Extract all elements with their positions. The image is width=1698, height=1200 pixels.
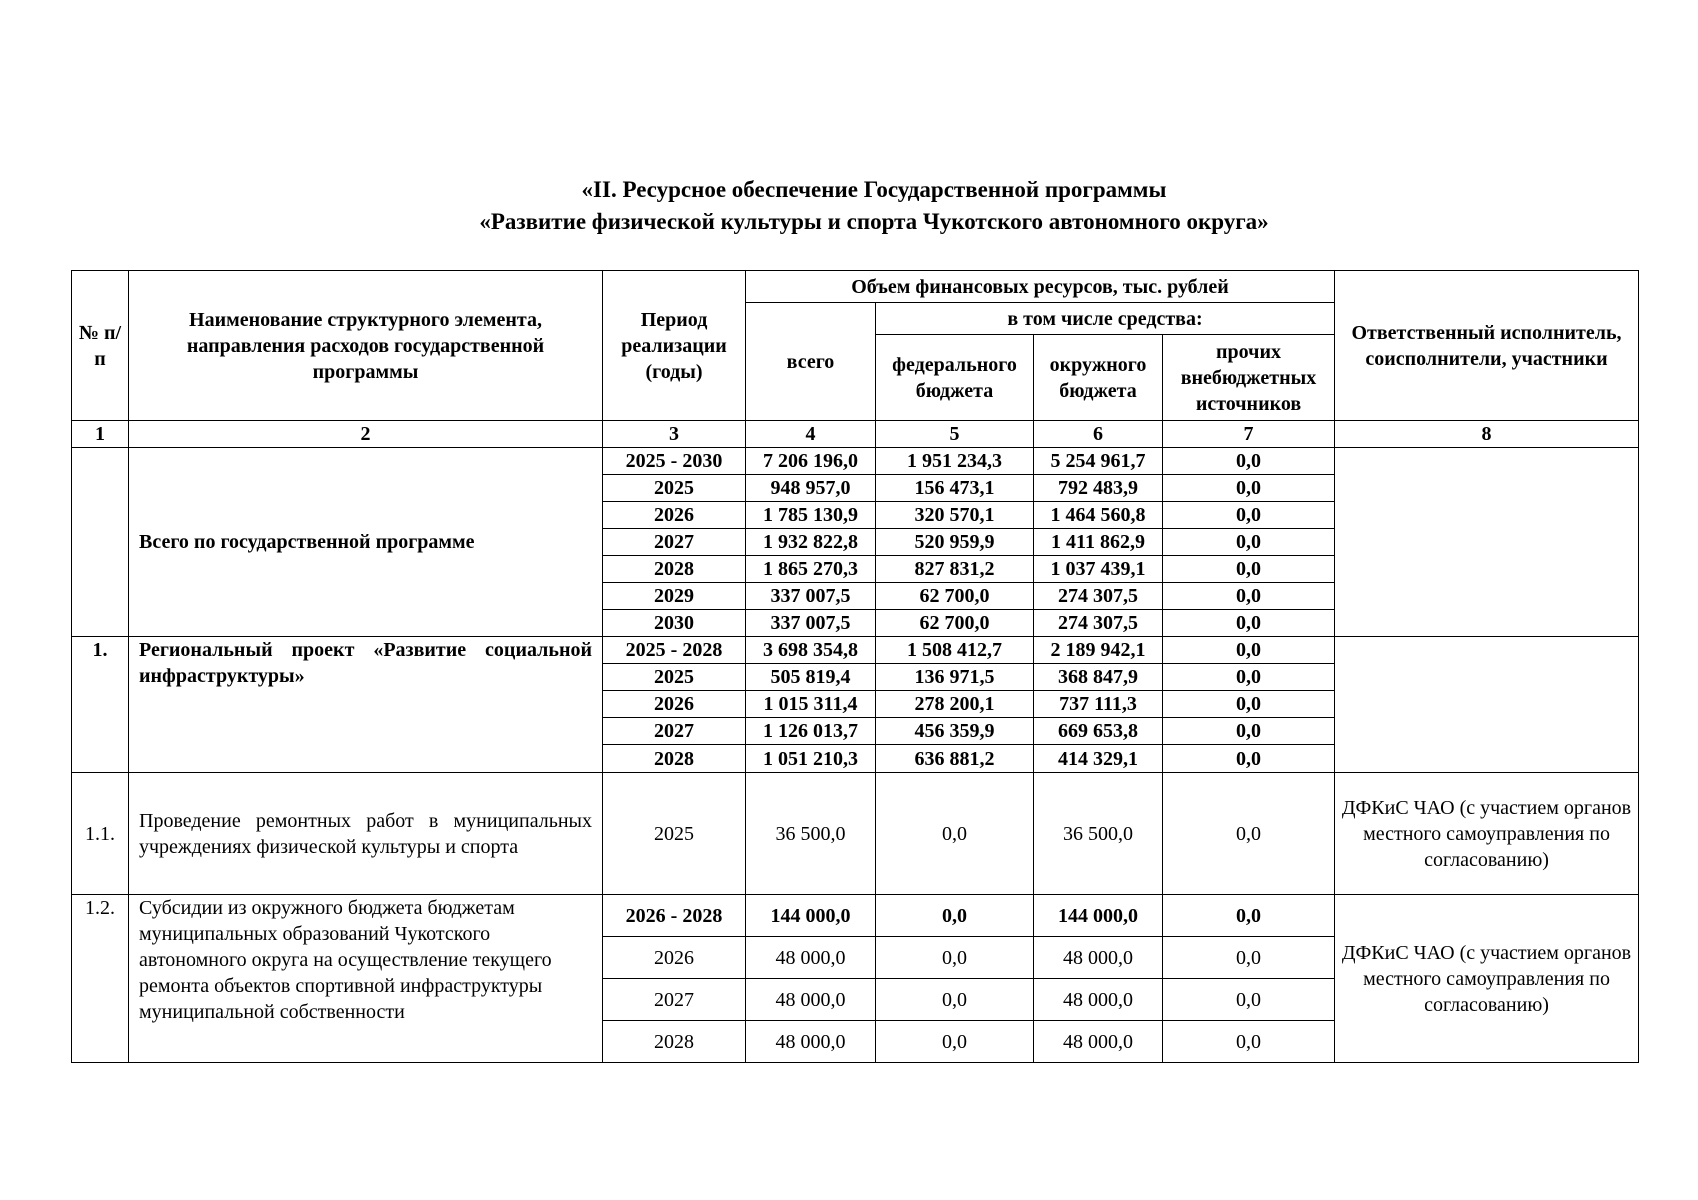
table-row [72, 895, 1639, 937]
federal-cell: 0,0 [876, 1021, 1034, 1063]
table-row [72, 773, 1639, 895]
period-cell: 2027 [603, 718, 746, 745]
other-cell: 0,0 [1163, 718, 1335, 745]
period-cell: 2028 [603, 745, 746, 773]
title-line-1: «II. Ресурсное обеспечение Государственной программы [581, 177, 1167, 202]
other-cell: 0,0 [1163, 475, 1335, 502]
federal-cell: 156 473,1 [876, 475, 1034, 502]
total-cell: 948 957,0 [746, 475, 876, 502]
district-cell: 1 037 439,1 [1034, 556, 1163, 583]
total-cell: 1 865 270,3 [746, 556, 876, 583]
federal-cell: 0,0 [876, 979, 1034, 1021]
header-district: окружного бюджета [1034, 335, 1163, 421]
total-cell: 1 126 013,7 [746, 718, 876, 745]
period-cell: 2027 [603, 529, 746, 556]
total-cell: 1 785 130,9 [746, 502, 876, 529]
period-cell: 2025 - 2030 [603, 448, 746, 475]
item-name: Проведение ремонтных работ в муниципальных учреждениях физической культуры и спорта [129, 773, 603, 895]
district-cell: 48 000,0 [1034, 1021, 1163, 1063]
header-total: всего [746, 303, 876, 421]
period-cell: 2028 [603, 1021, 746, 1063]
col-number: 4 [746, 421, 876, 448]
resource-table [71, 270, 1639, 1063]
district-cell: 2 189 942,1 [1034, 637, 1163, 664]
other-cell: 0,0 [1163, 937, 1335, 979]
district-cell: 5 254 961,7 [1034, 448, 1163, 475]
district-cell: 368 847,9 [1034, 664, 1163, 691]
col-number: 7 [1163, 421, 1335, 448]
other-cell: 0,0 [1163, 745, 1335, 773]
total-cell: 48 000,0 [746, 937, 876, 979]
other-cell: 0,0 [1163, 664, 1335, 691]
federal-cell: 278 200,1 [876, 691, 1034, 718]
total-responsible [1335, 448, 1639, 637]
period-cell: 2025 [603, 664, 746, 691]
period-cell: 2029 [603, 583, 746, 610]
total-cell: 505 819,4 [746, 664, 876, 691]
other-cell: 0,0 [1163, 895, 1335, 937]
col-number: 3 [603, 421, 746, 448]
federal-cell: 62 700,0 [876, 583, 1034, 610]
federal-cell: 0,0 [876, 895, 1034, 937]
period-cell: 2030 [603, 610, 746, 637]
district-cell: 144 000,0 [1034, 895, 1163, 937]
federal-cell: 636 881,2 [876, 745, 1034, 773]
district-cell: 274 307,5 [1034, 583, 1163, 610]
total-cell: 3 698 354,8 [746, 637, 876, 664]
district-cell: 669 653,8 [1034, 718, 1163, 745]
header-other: прочих внебюджетных источников [1163, 335, 1335, 421]
item-responsible: ДФКиС ЧАО (с участием органов местного самоуправления по согласованию) [1335, 773, 1639, 895]
total-name: Всего по государственной программе [129, 448, 603, 637]
table-row [72, 448, 1639, 475]
project-responsible [1335, 637, 1639, 773]
total-cell: 337 007,5 [746, 583, 876, 610]
column-number-row [72, 421, 1639, 448]
period-cell: 2026 [603, 691, 746, 718]
period-cell: 2025 [603, 773, 746, 895]
other-cell: 0,0 [1163, 691, 1335, 718]
header-name: Наименование структурного элемента, направления расходов государственной программы [129, 271, 603, 421]
period-cell: 2026 - 2028 [603, 895, 746, 937]
total-cell: 36 500,0 [746, 773, 876, 895]
item-name: Субсидии из окружного бюджета бюджетам муниципальных образований Чукотского автономного округа на осуществление текущего ремонта объектов спортивной инфраструктуры муниципальной собственности [129, 895, 603, 1063]
other-cell: 0,0 [1163, 502, 1335, 529]
table-row [72, 637, 1639, 664]
other-cell: 0,0 [1163, 556, 1335, 583]
header-volume: Объем финансовых ресурсов, тыс. рублей [746, 271, 1335, 303]
other-cell: 0,0 [1163, 773, 1335, 895]
period-cell: 2026 [603, 937, 746, 979]
document-title [0, 174, 1698, 238]
federal-cell: 456 359,9 [876, 718, 1034, 745]
district-cell: 1 464 560,8 [1034, 502, 1163, 529]
total-cell: 337 007,5 [746, 610, 876, 637]
item-num: 1.2. [72, 895, 129, 1063]
district-cell: 792 483,9 [1034, 475, 1163, 502]
period-cell: 2026 [603, 502, 746, 529]
total-cell: 144 000,0 [746, 895, 876, 937]
district-cell: 48 000,0 [1034, 979, 1163, 1021]
district-cell: 36 500,0 [1034, 773, 1163, 895]
total-num [72, 448, 129, 637]
total-cell: 1 932 822,8 [746, 529, 876, 556]
period-cell: 2028 [603, 556, 746, 583]
other-cell: 0,0 [1163, 448, 1335, 475]
federal-cell: 1 508 412,7 [876, 637, 1034, 664]
total-cell: 7 206 196,0 [746, 448, 876, 475]
other-cell: 0,0 [1163, 637, 1335, 664]
total-cell: 1 051 210,3 [746, 745, 876, 773]
header-num: № п/п [72, 271, 129, 421]
col-number: 1 [72, 421, 129, 448]
item-responsible: ДФКиС ЧАО (с участием органов местного самоуправления по согласованию) [1335, 895, 1639, 1063]
period-cell: 2027 [603, 979, 746, 1021]
col-number: 2 [129, 421, 603, 448]
federal-cell: 1 951 234,3 [876, 448, 1034, 475]
district-cell: 737 111,3 [1034, 691, 1163, 718]
col-number: 8 [1335, 421, 1639, 448]
header-responsible: Ответственный исполнитель, соисполнители, участники [1335, 271, 1639, 421]
federal-cell: 0,0 [876, 773, 1034, 895]
header-period: Период реализации (годы) [603, 271, 746, 421]
other-cell: 0,0 [1163, 583, 1335, 610]
total-cell: 48 000,0 [746, 979, 876, 1021]
item-num: 1.1. [72, 773, 129, 895]
federal-cell: 0,0 [876, 937, 1034, 979]
header-federal: федерального бюджета [876, 335, 1034, 421]
col-number: 5 [876, 421, 1034, 448]
federal-cell: 320 570,1 [876, 502, 1034, 529]
other-cell: 0,0 [1163, 1021, 1335, 1063]
federal-cell: 827 831,2 [876, 556, 1034, 583]
project-num: 1. [72, 637, 129, 773]
district-cell: 48 000,0 [1034, 937, 1163, 979]
district-cell: 274 307,5 [1034, 610, 1163, 637]
federal-cell: 62 700,0 [876, 610, 1034, 637]
federal-cell: 136 971,5 [876, 664, 1034, 691]
federal-cell: 520 959,9 [876, 529, 1034, 556]
col-number: 6 [1034, 421, 1163, 448]
total-cell: 1 015 311,4 [746, 691, 876, 718]
other-cell: 0,0 [1163, 529, 1335, 556]
title-line-2: «Развитие физической культуры и спорта Чукотского автономного округа» [479, 209, 1269, 234]
project-name: Региональный проект «Развитие социальной инфраструктуры» [129, 637, 603, 773]
district-cell: 1 411 862,9 [1034, 529, 1163, 556]
period-cell: 2025 - 2028 [603, 637, 746, 664]
total-cell: 48 000,0 [746, 1021, 876, 1063]
other-cell: 0,0 [1163, 979, 1335, 1021]
period-cell: 2025 [603, 475, 746, 502]
district-cell: 414 329,1 [1034, 745, 1163, 773]
header-including: в том числе средства: [876, 303, 1335, 335]
other-cell: 0,0 [1163, 610, 1335, 637]
